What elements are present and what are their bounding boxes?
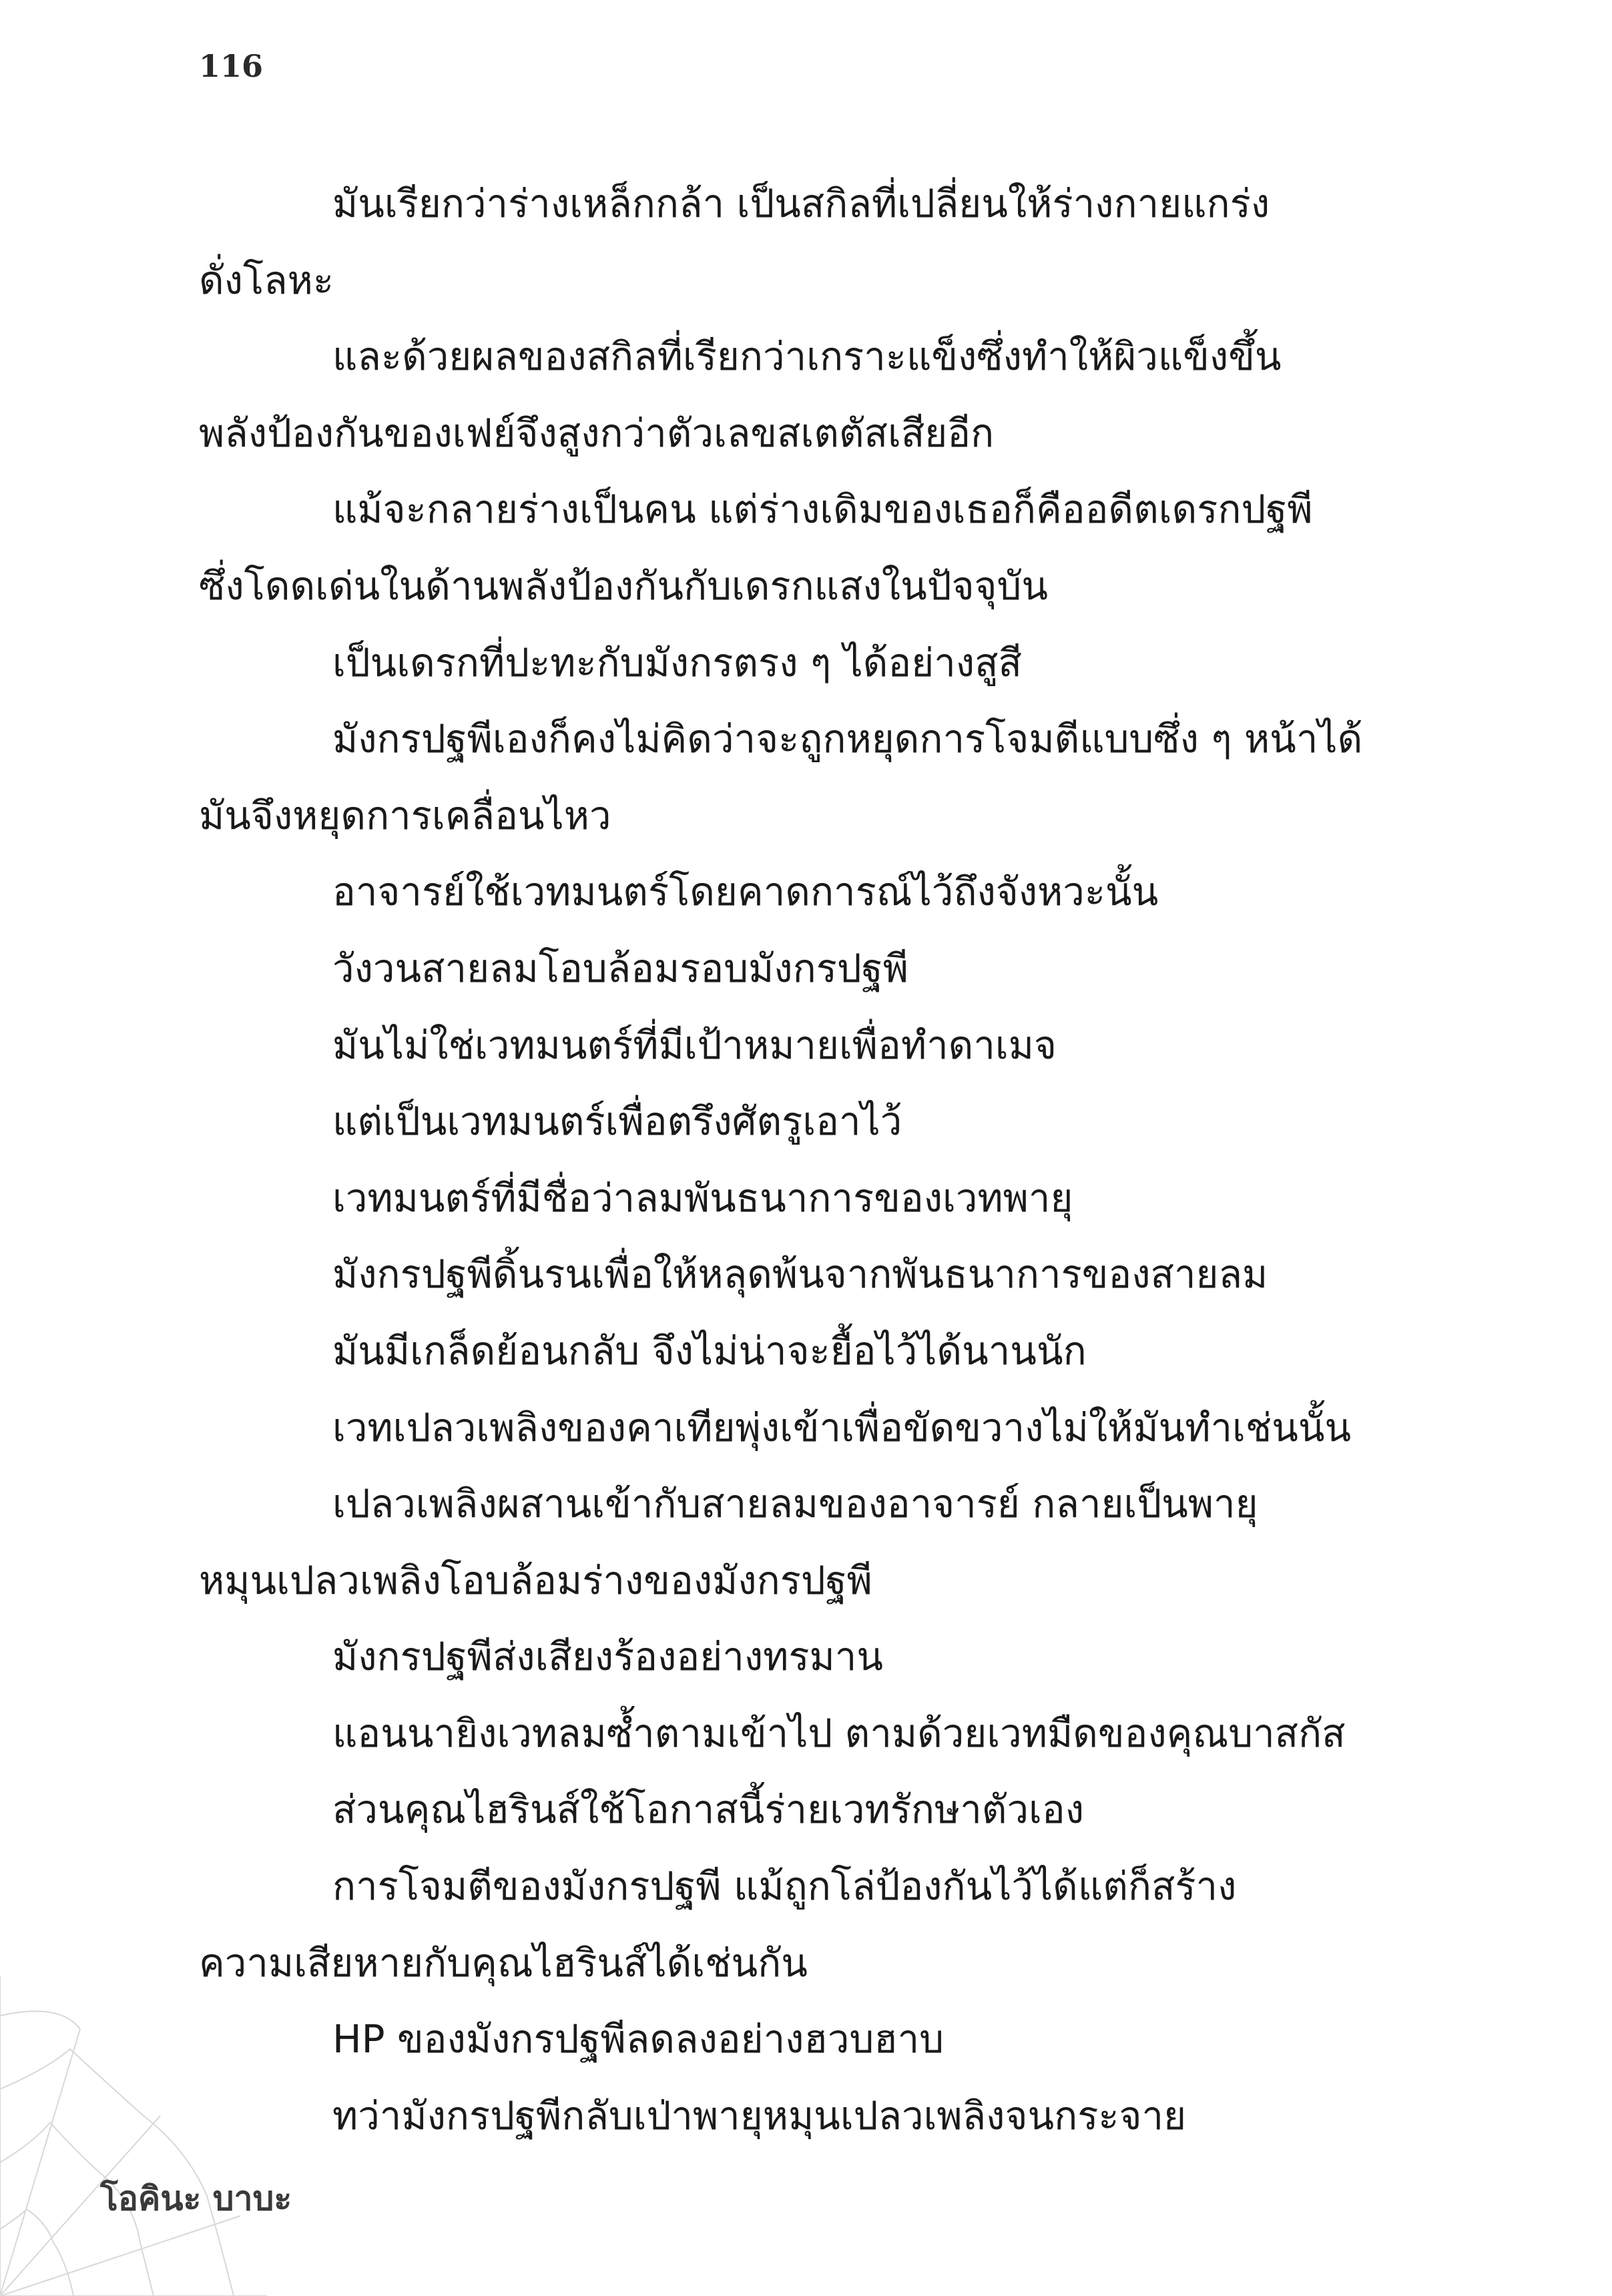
text-line: มังกรปฐพีส่งเสียงร้องอย่างทรมาน [332,1634,883,1680]
body-text [199,166,1407,2154]
page-number: 116 [199,48,264,84]
text-line: มันเรียกว่าร่างเหล็กกล้า เป็นสกิลที่เปลี่ยนให้ร่างกายแกร่ง [332,181,1270,226]
text-line: อาจารย์ใช้เวทมนตร์โดยคาดการณ์ไว้ถึงจังหวะนั้น [332,869,1159,915]
text-line: HP ของมังกรปฐพีลดลงอย่างฮวบฮาบ [332,2016,945,2062]
text-line: พลังป้องกันของเฟย์จึงสูงกว่าตัวเลขสเตตัสเสียอีก [199,410,995,456]
author-name: โอคินะ บาบะ [100,2179,292,2218]
text-line: ความเสียหายกับคุณไฮรินส์ได้เช่นกัน [199,1940,808,1986]
text-line: เปลวเพลิงผสานเข้ากับสายลมของอาจารย์ กลายเป็นพายุ [332,1481,1258,1527]
text-line: เวทมนตร์ที่มีชื่อว่าลมพันธนาการของเวทพายุ [332,1175,1073,1221]
text-line: มันจึงหยุดการเคลื่อนไหว [199,792,611,838]
text-line: เวทเปลวเพลิงของคาเทียพุ่งเข้าเพื่อขัดขวางไม่ให้มันทำเช่นนั้น [332,1404,1352,1450]
text-line: การโจมตีของมังกรปฐพี แม้ถูกโล่ป้องกันไว้ได้แต่ก็สร้าง [332,1863,1237,1910]
text-line: และด้วยผลของสกิลที่เรียกว่าเกราะแข็งซึ่งทำให้ผิวแข็งขึ้น [332,334,1282,380]
text-line: มันมีเกล็ดย้อนกลับ จึงไม่น่าจะยื้อไว้ได้นานนัก [332,1328,1087,1374]
text-line: วังวนสายลมโอบล้อมรอบมังกรปฐพี [332,945,908,991]
text-line: แอนนายิงเวทลมซ้ำตามเข้าไป ตามด้วยเวทมืดของคุณบาสกัส [332,1710,1346,1756]
spider-web-decoration [0,1896,267,2296]
text-line: ดั่งโลหะ [199,257,334,303]
text-line: หมุนเปลวเพลิงโอบล้อมร่างของมังกรปฐพี [199,1557,872,1603]
text-line: เป็นเดรกที่ปะทะกับมังกรตรง ๆ ได้อย่างสูสี [332,639,1022,685]
text-line: มันไม่ใช่เวทมนตร์ที่มีเป้าหมายเพื่อทำดาเมจ [332,1022,1057,1068]
text-line: แต่เป็นเวทมนตร์เพื่อตรึงศัตรูเอาไว้ [332,1099,902,1145]
text-line: มังกรปฐพีเองก็คงไม่คิดว่าจะถูกหยุดการโจมตีแบบซึ่ง ๆ หน้าได้ [332,716,1363,762]
text-line: ซึ่งโดดเด่นในด้านพลังป้องกันกับเดรกแสงในปัจจุบัน [199,563,1049,609]
text-line: ส่วนคุณไฮรินส์ใช้โอกาสนี้ร่ายเวทรักษาตัวเอง [332,1787,1085,1833]
text-line: ทว่ามังกรปฐพีกลับเป่าพายุหมุนเปลวเพลิงจนกระจาย [332,2092,1187,2138]
text-line: มังกรปฐพีดิ้นรนเพื่อให้หลุดพ้นจากพันธนาการของสายลม [332,1251,1268,1298]
text-line: แม้จะกลายร่างเป็นคน แต่ร่างเดิมของเธอก็คืออดีตเดรกปฐพี [332,487,1313,533]
